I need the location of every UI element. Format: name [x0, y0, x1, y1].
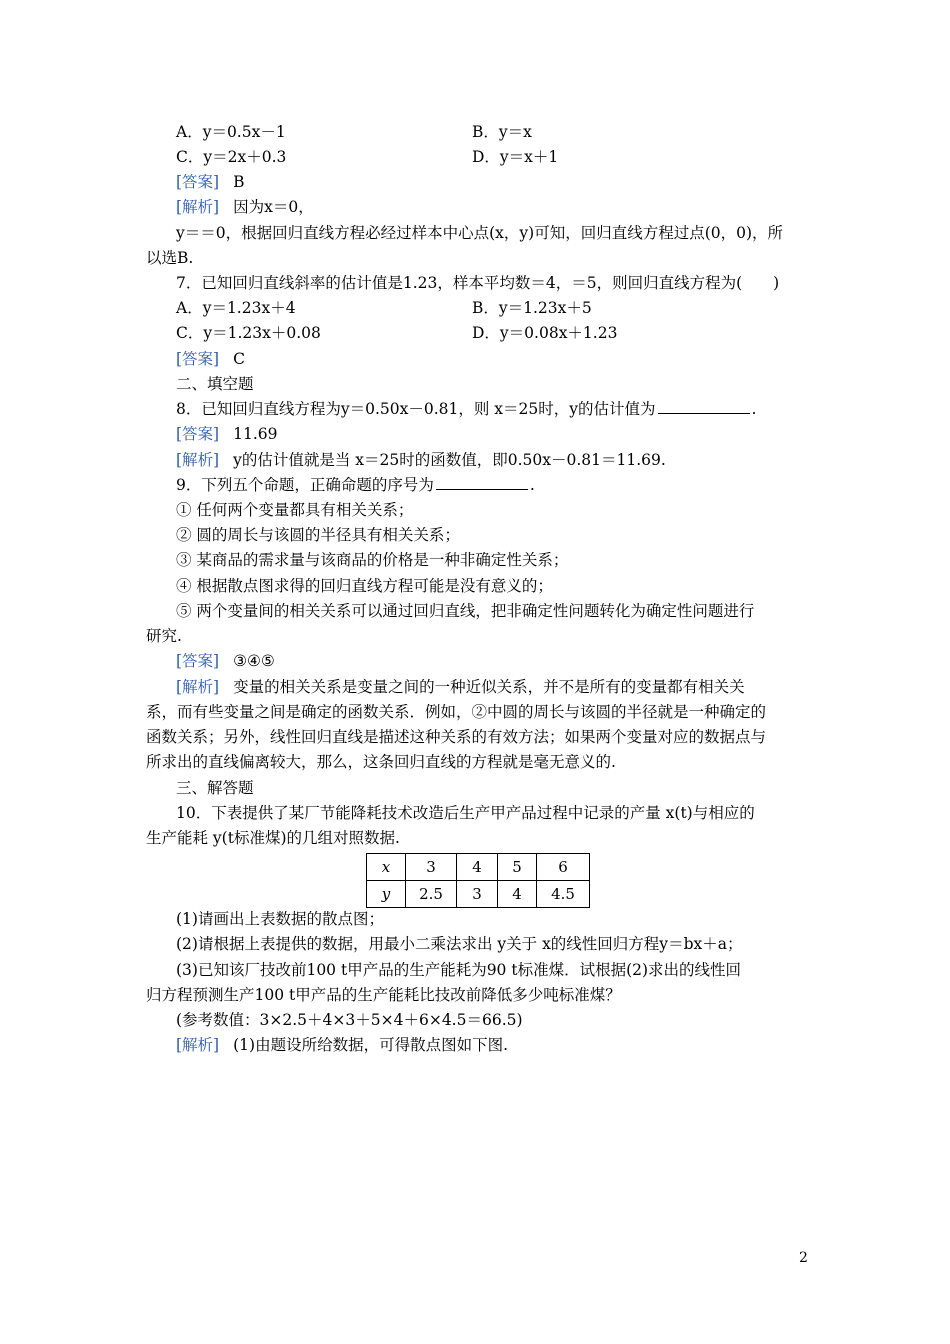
q6-analysis-1: 因为x＝0， — [233, 198, 314, 216]
q9-answer: ③④⑤ — [233, 652, 275, 670]
q6-option-a: A．y＝0.5x－1 — [176, 123, 286, 141]
q8-stem-text: 8．已知回归直线方程为y＝0.50x－0.81，则 x＝25时，y的估计值为 — [176, 400, 656, 418]
q10-data-table — [366, 853, 590, 908]
q9-stem-end: . — [529, 476, 535, 494]
section-fill-in: 二、填空题 — [176, 375, 254, 393]
q10-stem-1: 10．下表提供了某厂节能降耗技术改造后生产甲产品过程中记录的产量 x(t)与相应的 — [176, 804, 755, 822]
q9-item-3: ③ 某商品的需求量与该商品的价格是一种非确定性关系； — [176, 551, 569, 569]
answer-tag: [答案] — [176, 173, 220, 191]
q10-part-1: (1)请画出上表数据的散点图； — [176, 910, 384, 928]
q9-analysis-1: 变量的相关关系是变量之间的一种近似关系，并不是所有的变量都有相关关 — [233, 678, 745, 696]
q6-analysis-3: 以选B. — [146, 249, 194, 267]
q8-analysis-line — [176, 448, 840, 473]
q9-item-5-cont: 研究. — [146, 627, 182, 645]
q9-blank — [436, 475, 528, 490]
q10-part-3-1: (3)已知该厂技改前100 t甲产品的生产能耗为90 t标准煤．试根据(2)求出的线性回 — [176, 961, 742, 979]
q6-analysis-line — [176, 195, 840, 220]
q6-answer-line — [176, 170, 840, 195]
table-row — [367, 854, 590, 881]
q10-part-2: (2)请根据上表提供的数据，用最小二乘法求出 y关于 x的线性回归方程y＝bx＋a； — [176, 935, 743, 953]
q10-stem-2: 生产能耗 y(t标准煤)的几组对照数据. — [146, 829, 400, 847]
q8-stem-end: . — [751, 400, 757, 418]
q9-stem-text: 9．下列五个命题，正确命题的序号为 — [176, 476, 434, 494]
analysis-tag: [解析] — [176, 198, 220, 216]
table-cell: 2.5 — [406, 881, 457, 908]
answer-tag: [答案] — [176, 425, 220, 443]
q10-part-3-2: 归方程预测生产100 t甲产品的生产能耗比技改前降低多少吨标准煤？ — [146, 986, 621, 1004]
q9-item-5: ⑤ 两个变量间的相关关系可以通过回归直线，把非确定性问题转化为确定性问题进行 — [176, 602, 755, 620]
q6-answer: B — [233, 173, 245, 191]
q9-stem — [176, 473, 840, 498]
q10-reference: (参考数值：3×2.5＋4×3＋5×4＋6×4.5＝66.5) — [176, 1011, 523, 1029]
q8-blank — [658, 399, 750, 414]
q9-item-4: ④ 根据散点图求得的回归直线方程可能是没有意义的； — [176, 577, 553, 595]
table-cell: 3 — [406, 854, 457, 881]
table-cell: 4 — [457, 854, 498, 881]
q10-analysis: (1)由题设所给数据，可得散点图如下图. — [233, 1036, 508, 1054]
analysis-tag: [解析] — [176, 678, 220, 696]
section-solve: 三、解答题 — [176, 779, 254, 797]
q6-option-b: B．y＝x — [472, 123, 532, 141]
q8-answer-line — [176, 422, 840, 447]
q9-item-2: ② 圆的周长与该圆的半径具有相关关系； — [176, 526, 460, 544]
table-cell: 4.5 — [537, 881, 590, 908]
q9-analysis-2: 系，而有些变量之间是确定的函数关系．例如，②中圆的周长与该圆的半径就是一种确定的 — [146, 703, 767, 721]
q9-answer-line — [176, 649, 840, 674]
q8-answer: 11.69 — [233, 425, 278, 443]
answer-tag: [答案] — [176, 652, 220, 670]
q9-item-1: ① 任何两个变量都具有相关关系； — [176, 501, 414, 519]
q7-option-a: A．y＝1.23x＋4 — [176, 299, 296, 317]
q7-answer: C — [233, 350, 245, 368]
table-cell: 6 — [537, 854, 590, 881]
table-row — [367, 881, 590, 908]
q7-option-d: D．y＝0.08x＋1.23 — [472, 324, 618, 342]
q7-option-b: B．y＝1.23x＋5 — [472, 299, 592, 317]
q6-option-d: D．y＝x＋1 — [472, 148, 559, 166]
q9-analysis-4: 所求出的直线偏离较大，那么，这条回归直线的方程就是毫无意义的. — [146, 753, 616, 771]
q7-stem: 7．已知回归直线斜率的估计值是1.23，样本平均数＝4，＝5，则回归直线方程为( ) — [176, 274, 780, 292]
table-cell: y — [367, 881, 406, 908]
table-cell: 5 — [498, 854, 537, 881]
q8-analysis: y的估计值就是当 x＝25时的函数值，即0.50x－0.81＝11.69. — [233, 451, 666, 469]
analysis-tag: [解析] — [176, 1036, 220, 1054]
table-cell: 3 — [457, 881, 498, 908]
q9-analysis-line-1 — [176, 675, 840, 700]
table-cell: 4 — [498, 881, 537, 908]
q6-option-c: C．y＝2x＋0.3 — [176, 148, 287, 166]
q6-analysis-2: y＝＝0，根据回归直线方程必经过样本中心点(x，y)可知，回归直线方程过点(0，0)，所 — [176, 224, 784, 242]
q9-analysis-3: 函数关系；另外，线性回归直线是描述这种关系的有效方法；如果两个变量对应的数据点与 — [146, 728, 767, 746]
q8-stem — [176, 397, 840, 422]
analysis-tag: [解析] — [176, 451, 220, 469]
q7-option-c: C．y＝1.23x＋0.08 — [176, 324, 321, 342]
q7-answer-line — [176, 347, 840, 372]
q10-analysis-line — [176, 1033, 840, 1058]
page-number: 2 — [799, 1250, 808, 1266]
table-cell: x — [367, 854, 406, 881]
answer-tag: [答案] — [176, 350, 220, 368]
